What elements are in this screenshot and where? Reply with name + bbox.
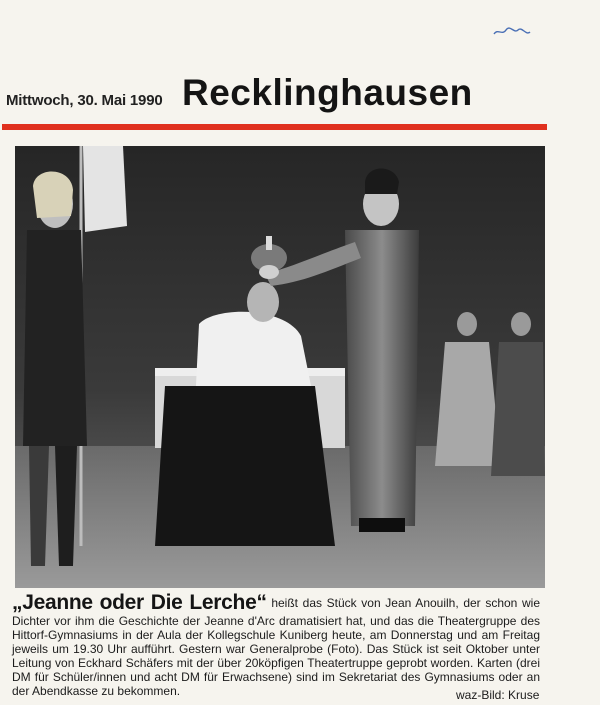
section-title: Recklinghausen (182, 72, 473, 113)
issue-date: Mittwoch, 30. Mai 1990 (6, 92, 163, 109)
photo-credit: waz-Bild: Kruse (456, 688, 540, 702)
stage-photo (15, 146, 545, 588)
article-headline: „Jeanne oder Die Lerche“ (12, 591, 267, 614)
page-header (0, 70, 560, 122)
stage-scene-illustration (15, 146, 545, 588)
pen-mark-icon (492, 22, 532, 42)
article (12, 592, 540, 698)
article-paragraph (12, 592, 540, 698)
header-rule (2, 124, 547, 130)
article-body: heißt das Stück von Jean Anouilh, der schon wie Dichter vor ihm die Geschichte der Jeanne d'Arc dramatisiert hat, und das die Theatergruppe des Hittorf-Gymnasiums in der Aula der Kollegschule Kuniberg heute, am Donnerstag und am Freitag jeweils um 19.30 Uhr aufführt. Gestern war Generalprobe (Foto). Das Stück ist seit Oktober unter Leitung von Eckhard Schäfers mit der über 20köpfigen Theatertruppe geprobt worden. Karten (drei DM für Schüler/innen und acht DM für Erwachsene) sind im Sekretariat des Gymnasiums oder an der Abendkasse zu bekommen. (12, 596, 540, 698)
